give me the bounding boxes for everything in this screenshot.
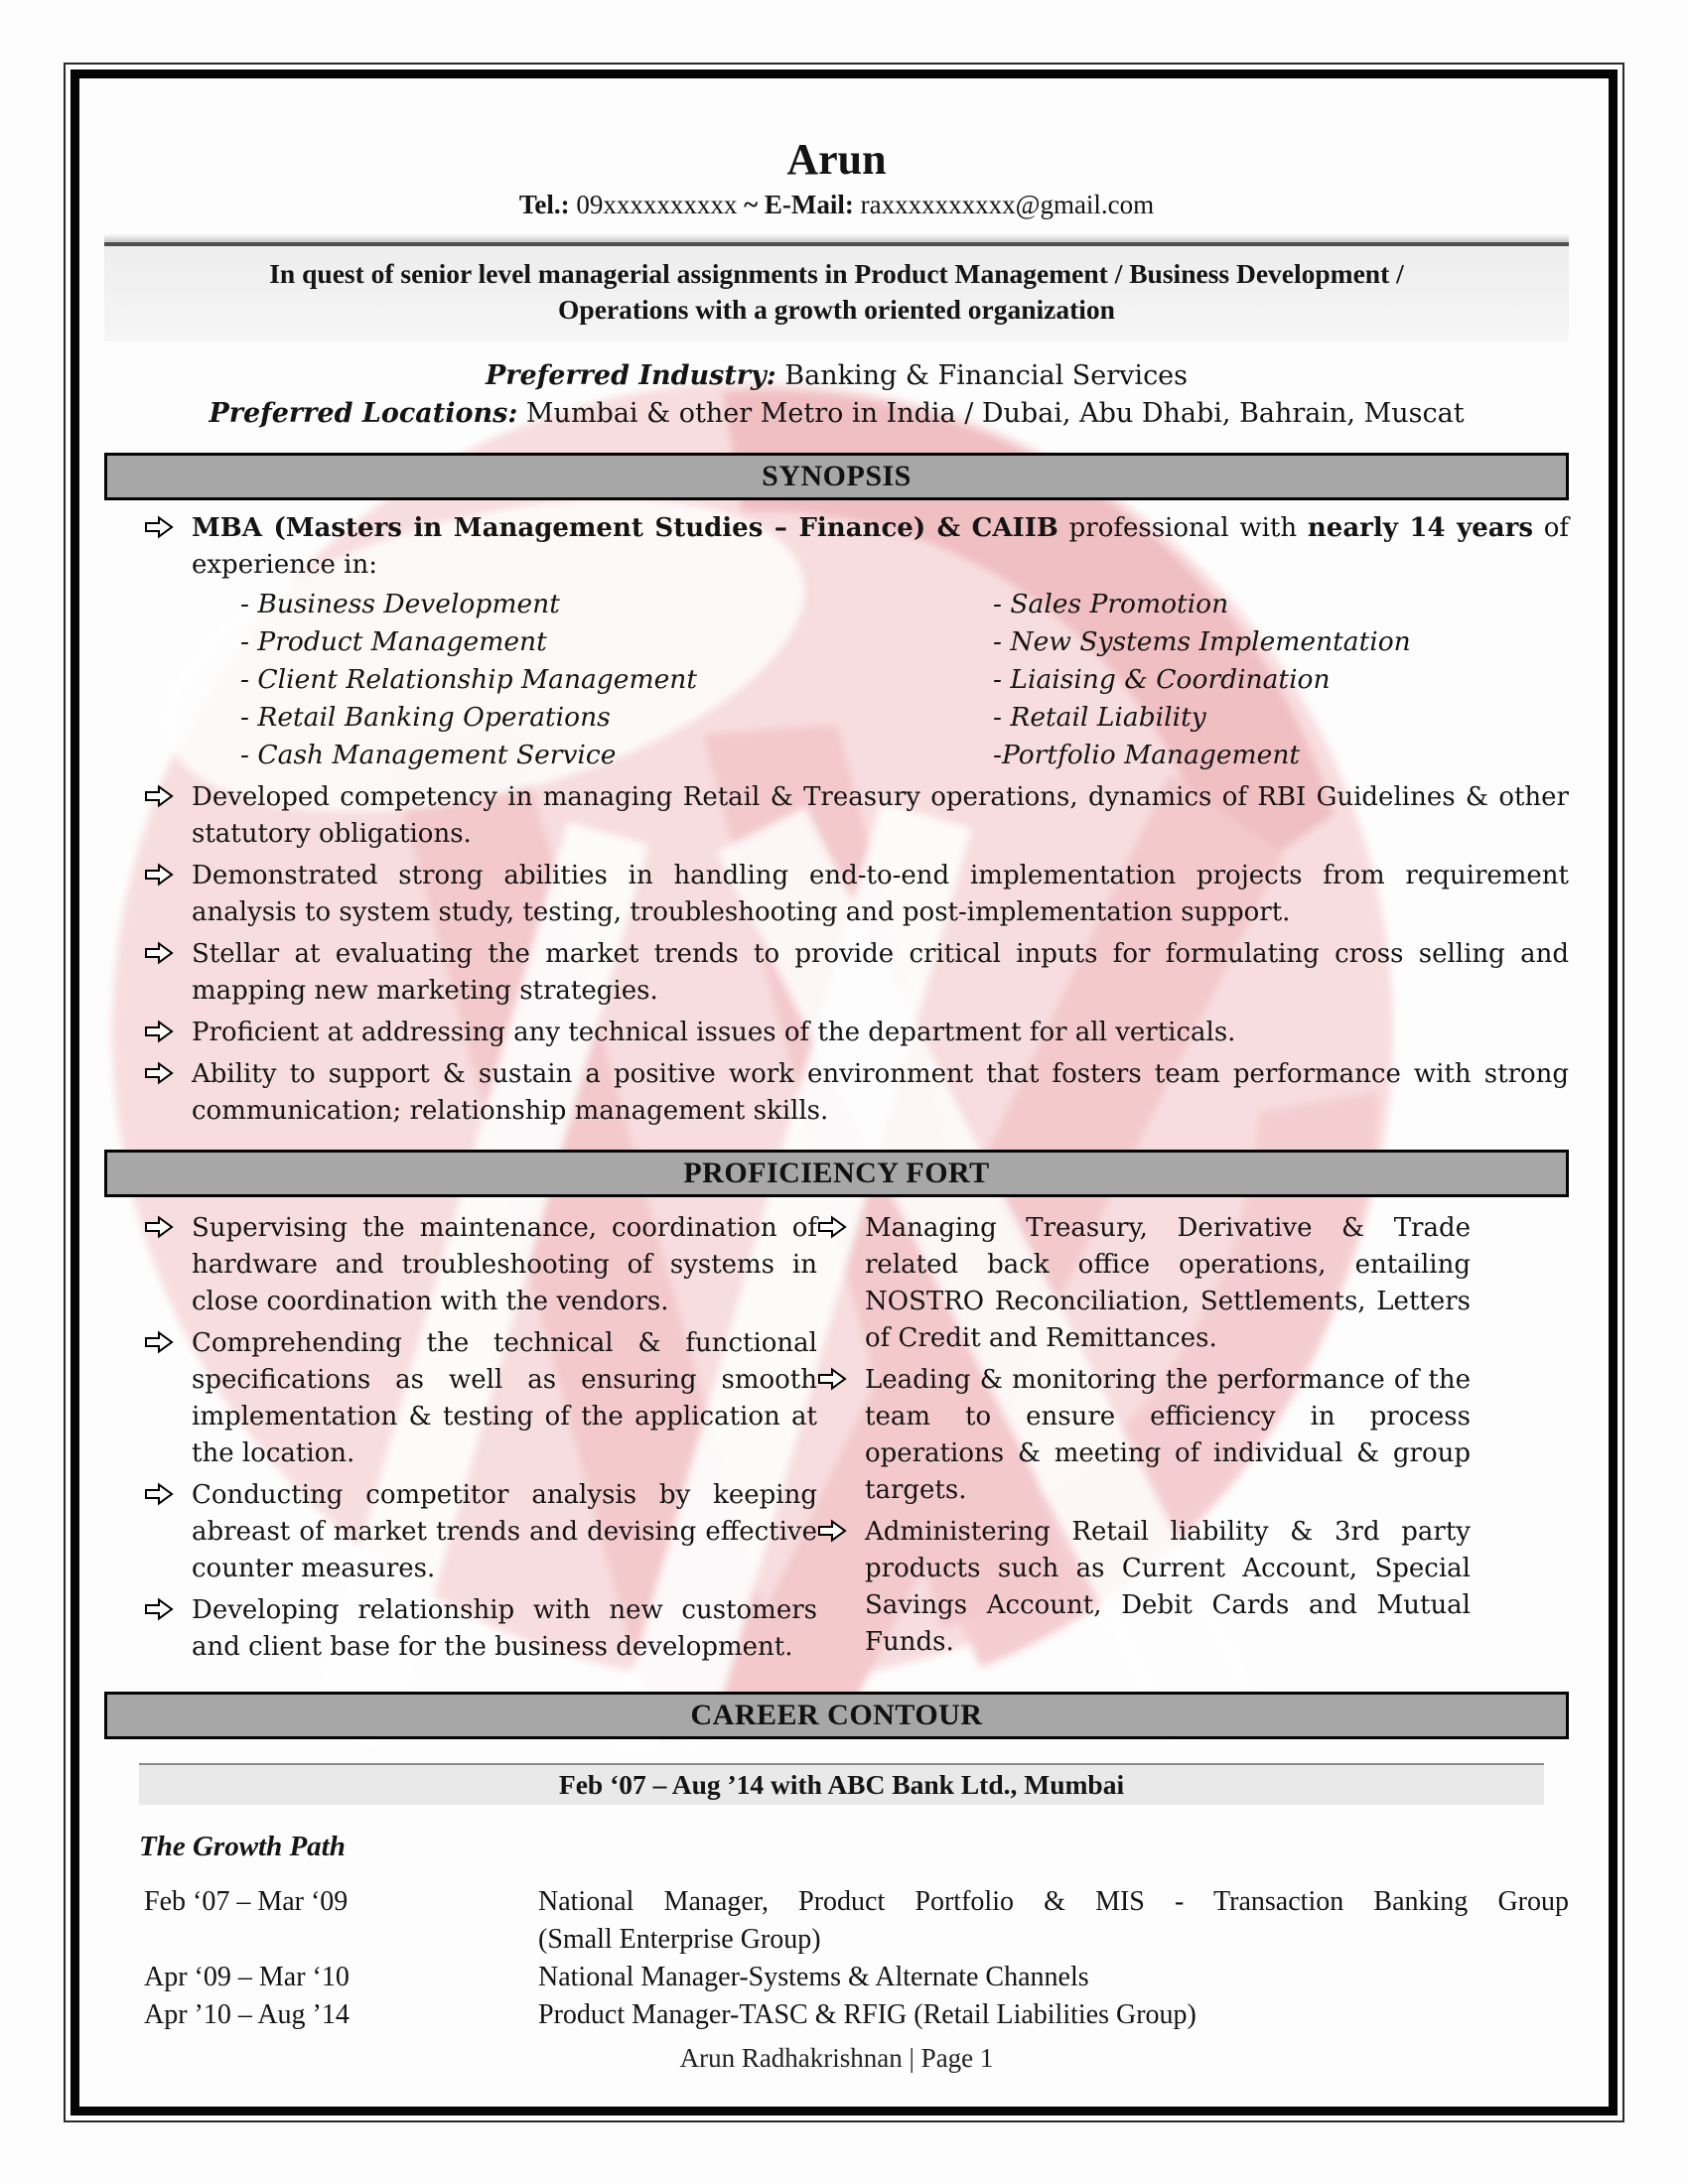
- synopsis-bullet-text: Proficient at addressing any technical issues of the department for all verticals.: [192, 1018, 1236, 1047]
- skill-item: - Liaising & Coordination: [993, 664, 1331, 695]
- synopsis-bullet-text: Developed competency in managing Retail & Treasury operations, dynamics of RBI Guidelines & other statutory obligations.: [192, 782, 1569, 849]
- skill-item: - New Systems Implementation: [993, 626, 1411, 657]
- synopsis-bullet-text: Ability to support & sustain a positive work environment that fosters team performance with strong communication; relationship management skills.: [192, 1059, 1569, 1126]
- synopsis-bullet: [104, 1015, 1569, 1051]
- synopsis-bullet-text: Stellar at evaluating the market trends to provide critical inputs for formulating cross selling and mapping new marketing strategies.: [192, 939, 1569, 1006]
- role-title-line: National Manager, Product Portfolio & MIS - Transaction Banking Group: [538, 1886, 1569, 1917]
- bullet-arrow-icon: [817, 1210, 865, 1357]
- proficiency-bullet: [104, 1592, 817, 1666]
- email-value: raxxxxxxxxxx@gmail.com: [860, 190, 1155, 219]
- synopsis-bullet-text: Demonstrated strong abilities in handling end-to-end implementation projects from requirement analysis to system study, testing, troubleshooting and post-implementation support.: [192, 861, 1569, 927]
- intro-plain-2: of experience in:: [192, 513, 1570, 580]
- contact-line: [104, 189, 1569, 221]
- proficiency-bullet: [104, 1210, 817, 1320]
- role-title: National Manager-Systems & Alternate Channels: [538, 1962, 1089, 1992]
- page-title: Arun: [786, 135, 887, 184]
- preferred-locations-line: [104, 395, 1569, 433]
- skills-left-column: [240, 586, 993, 774]
- role-period: Apr ’10 – Aug ’14: [144, 1999, 350, 2030]
- skill-item: - Cash Management Service: [240, 740, 617, 770]
- role-period: Feb ‘07 – Mar ‘09: [144, 1886, 349, 1917]
- bullet-arrow-icon: [144, 936, 192, 1010]
- proficiency-bullet: [104, 1477, 817, 1587]
- synopsis-list-continued: [104, 779, 1569, 1130]
- page-footer: Arun Radhakrishnan | Page 1: [679, 2043, 994, 2073]
- synopsis-bullet: [104, 779, 1569, 853]
- horizontal-rule: [104, 233, 1569, 242]
- company-period-bar: Feb ‘07 – Aug ’14 with ABC Bank Ltd., Mumbai: [139, 1763, 1544, 1805]
- preferred-industry-line: [104, 357, 1569, 395]
- proficiency-left-column: [104, 1205, 817, 1666]
- growth-path-rows: [144, 1883, 1569, 2034]
- bullet-arrow-icon: [144, 1210, 192, 1320]
- proficiency-bullet-text: Comprehending the technical & functional specifications as well as ensuring smooth implementation & testing of the application at the location.: [192, 1328, 817, 1468]
- role-row: [144, 1959, 1569, 1996]
- proficiency-bullet-text: Leading & monitoring the performance of the team to ensure efficiency in process operations & meeting of individual & group targets.: [865, 1365, 1471, 1505]
- bullet-arrow-icon: [144, 1325, 192, 1472]
- role-period: Apr ‘09 – Mar ‘10: [144, 1962, 350, 1992]
- proficiency-bullet: [817, 1362, 1471, 1509]
- proficiency-right-column: [817, 1205, 1471, 1666]
- separator-tilde: ~: [744, 190, 759, 219]
- bullet-arrow-icon: [144, 1015, 192, 1051]
- role-row: [144, 1996, 1569, 2034]
- proficiency-bullet: [817, 1210, 1471, 1357]
- synopsis-intro-bullet: [104, 510, 1569, 584]
- skill-item: - Business Development: [240, 589, 560, 619]
- objective-line2: Operations with a growth oriented organization: [558, 294, 1115, 325]
- objective-line1: In quest of senior level managerial assignments in Product Management / Business Development /: [269, 258, 1404, 289]
- proficiency-bullet-text: Conducting competitor analysis by keeping abreast of market trends and devising effective counter measures.: [192, 1480, 817, 1583]
- skill-item: - Retail Liability: [993, 702, 1206, 733]
- email-label: E-Mail:: [764, 190, 854, 219]
- synopsis-list: [104, 510, 1569, 584]
- skill-item: -Portfolio Management: [993, 740, 1301, 770]
- bullet-arrow-icon: [144, 1592, 192, 1666]
- proficiency-columns: [104, 1205, 1569, 1666]
- skills-right-column: [993, 586, 1569, 774]
- growth-path-heading: The Growth Path: [139, 1831, 346, 1862]
- skill-item: - Product Management: [240, 626, 547, 657]
- intro-plain-1: professional with: [1057, 513, 1308, 543]
- role-title: Product Manager-TASC & RFIG (Retail Liabilities Group): [538, 1999, 1196, 2030]
- section-header-proficiency: PROFICIENCY FORT: [104, 1150, 1569, 1197]
- proficiency-bullet-text: Supervising the maintenance, coordination of hardware and troubleshooting of systems in close coordination with the vendors.: [192, 1213, 817, 1316]
- resume-content: [104, 135, 1569, 2034]
- preferred-locations-label: Preferred Locations:: [209, 398, 518, 429]
- proficiency-bullet-text: Administering Retail liability & 3rd party products such as Current Account, Special Savings Account, Debit Cards and Mutual Funds.: [865, 1517, 1471, 1657]
- tel-value: 09xxxxxxxxxx: [576, 190, 738, 219]
- proficiency-bullet-text: Developing relationship with new customers and client base for the business development.: [192, 1595, 817, 1662]
- section-header-synopsis: SYNOPSIS: [104, 453, 1569, 500]
- proficiency-bullet: [817, 1514, 1471, 1661]
- bullet-arrow-icon: [817, 1514, 865, 1661]
- skill-item: - Retail Banking Operations: [240, 702, 611, 733]
- proficiency-bullet-text: Managing Treasury, Derivative & Trade related back office operations, entailing NOSTRO Reconciliation, Settlements, Letters of Credit and Remittances.: [865, 1213, 1471, 1353]
- objective-banner: [104, 242, 1569, 341]
- section-header-career: CAREER CONTOUR: [104, 1692, 1569, 1739]
- synopsis-intro-text: [192, 510, 1569, 584]
- bullet-arrow-icon: [144, 1056, 192, 1130]
- bullet-arrow-icon: [817, 1362, 865, 1509]
- preferences-block: [104, 357, 1569, 433]
- bullet-arrow-icon: [144, 779, 192, 853]
- intro-bold-2: nearly 14 years: [1307, 513, 1533, 543]
- role-row: [144, 1883, 1569, 1959]
- role-subtitle: (Small Enterprise Group): [538, 1924, 821, 1955]
- preferred-locations-value: Mumbai & other Metro in India / Dubai, Abu Dhabi, Bahrain, Muscat: [525, 398, 1465, 429]
- bullet-arrow-icon: [144, 858, 192, 931]
- synopsis-bullet: [104, 936, 1569, 1010]
- tel-label: Tel.:: [518, 190, 570, 219]
- skill-item: - Sales Promotion: [993, 589, 1229, 619]
- synopsis-bullet: [104, 858, 1569, 931]
- intro-bold-1: MBA (Masters in Management Studies – Finance) & CAIIB: [192, 513, 1058, 543]
- synopsis-bullet: [104, 1056, 1569, 1130]
- proficiency-bullet: [104, 1325, 817, 1472]
- bullet-arrow-icon: [144, 1477, 192, 1587]
- bullet-arrow-icon: [144, 510, 192, 584]
- preferred-industry-label: Preferred Industry:: [485, 360, 776, 391]
- skills-columns: [240, 586, 1569, 774]
- preferred-industry-value: Banking & Financial Services: [784, 360, 1189, 391]
- role-title: [538, 1883, 1569, 1959]
- skill-item: - Client Relationship Management: [240, 664, 697, 695]
